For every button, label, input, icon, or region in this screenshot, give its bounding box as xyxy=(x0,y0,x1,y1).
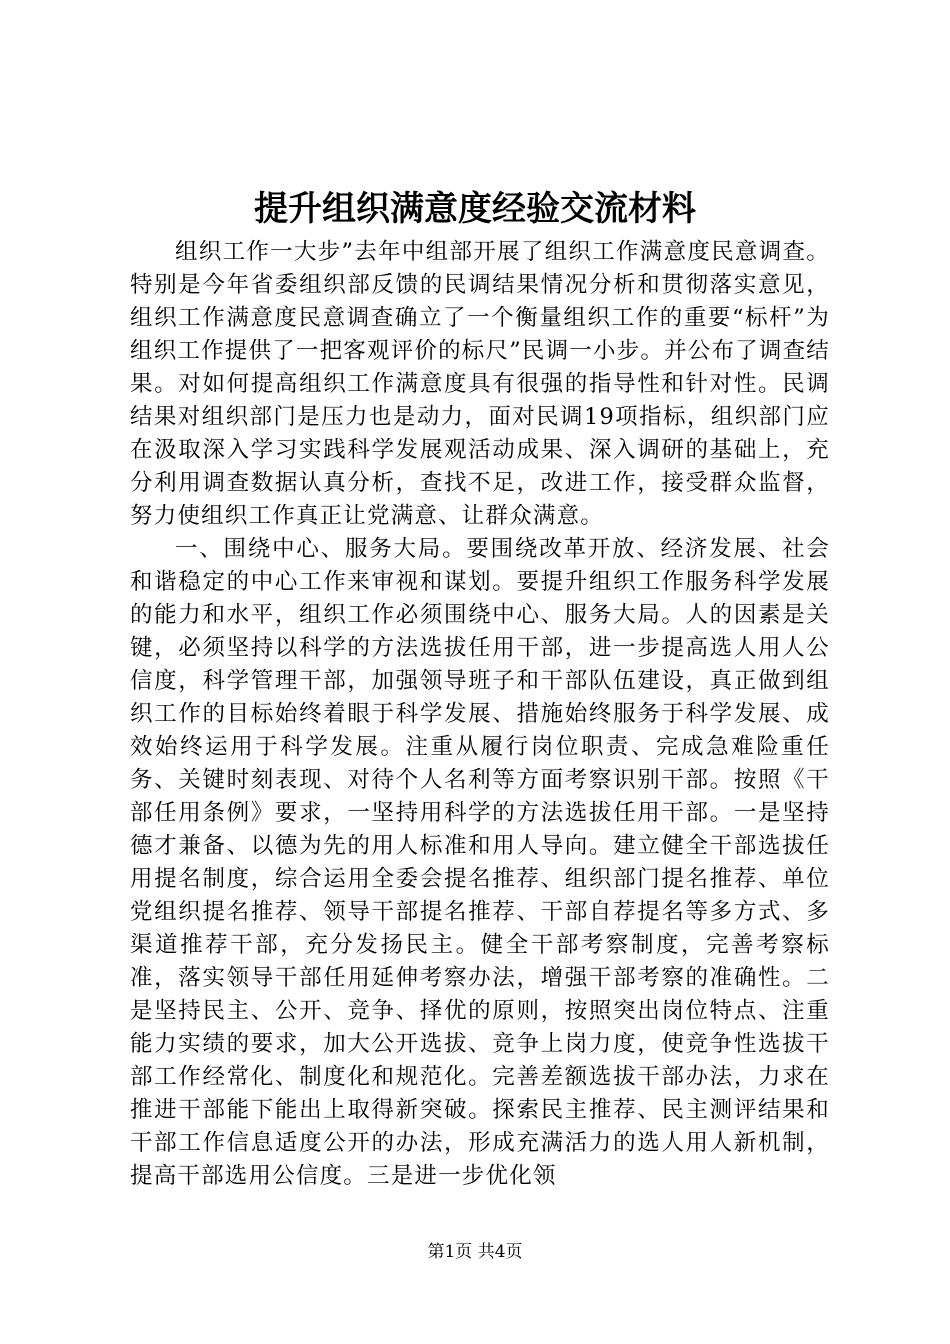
page-footer: 第1页 共4页 xyxy=(427,1242,523,1262)
paragraph-intro: 组织工作一大步”去年中组部开展了组织工作满意度民意调查。特别是今年省委组织部反馈的民调结果情况分析和贯彻落实意见，组织工作满意度民意调查确立了一个衡量组织工作的重要“标杆”为组织工作提供了一把客观评价的标尺”民调一小步。并公布了调查结果。对如何提高组织工作满意度具有很强的指导性和针对性。民调结果对组织部门是压力也是动力，面对民调19项指标，组织部门应在汲取深入学习实践科学发展观活动成果、深入调研的基础上，充分利用调查数据认真分析，查找不足，改进工作，接受群众监督，努力使组织工作真正让党满意、让群众满意。 xyxy=(130,239,831,529)
document-body xyxy=(130,236,830,1193)
document-title: 提升组织满意度经验交流材料 xyxy=(254,189,696,229)
paragraph-section-one: 一、围绕中心、服务大局。要围绕改革开放、经济发展、社会和谐稳定的中心工作来审视和谋划。要提升组织工作服务科学发展的能力和水平，组织工作必须围绕中心、服务大局。人的因素是关键，必须坚持以科学的方法选拔任用干部，进一步提高选人用人公信度，科学管理干部，加强领导班子和干部队伍建设，真正做到组织工作的目标始终着眼于科学发展、措施始终服务于科学发展、成效始终运用于科学发展。注重从履行岗位职责、完成急难险重任务、关键时刻表现、对待个人名利等方面考察识别干部。按照《干部任用条例》要求，一坚持用科学的方法选拔任用干部。一是坚持德才兼备、以德为先的用人标准和用人导向。建立健全干部选拔任用提名制度，综合运用全委会提名推荐、组织部门提名推荐、单位党组织提名推荐、领导干部提名推荐、干部自荐提名等多方式、多渠道推荐干部，充分发扬民主。健全干部考察制度，完善考察标准，落实领导干部任用延伸考察办法，增强干部考察的准确性。二是坚持民主、公开、竞争、择优的原则，按照突出岗位特点、注重能力实绩的要求，加大公开选拔、竞争上岗力度，使竞争性选拔干部工作经常化、制度化和规范化。完善差额选拔干部办法，力求在推进干部能下能出上取得新突破。探索民主推荐、民主测评结果和干部工作信息适度公开的办法，形成充满活力的选人用人新机制，提高干部选用公信度。三是进一步优化领 xyxy=(130,536,830,1189)
